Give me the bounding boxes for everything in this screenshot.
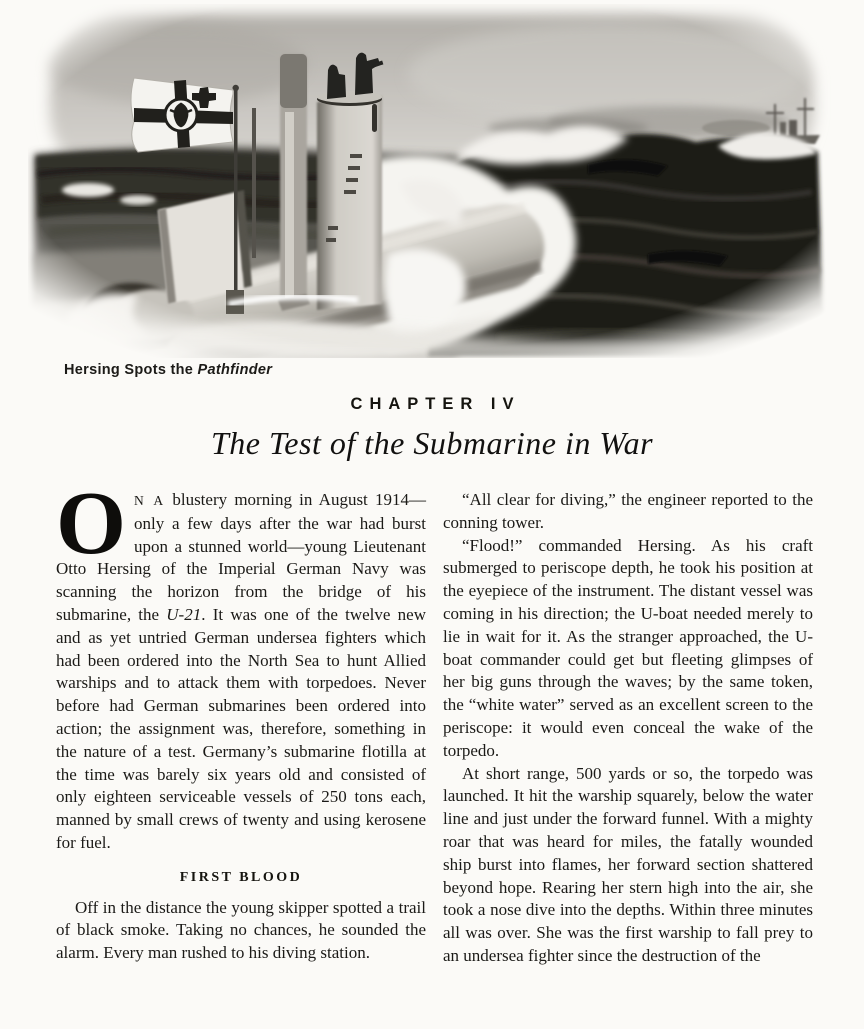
left-column	[56, 474, 426, 968]
chapter-title: The Test of the Submarine in War	[210, 425, 654, 461]
body-paragraph: “All clear for diving,” the engineer reported to the conning tower.	[443, 490, 813, 532]
submarine-illustration	[28, 4, 836, 358]
caption-ship-name: Pathfinder	[197, 362, 273, 378]
body-paragraph: “Flood!” commanded Hersing. As his craft submerged to periscope depth, he took his position at the eyepiece of the instrument. The distant vessel was coming in his direction; the U-boat needed merely to lie in wait for it. As the stranger approached, the U-boat commander could get but fleeting glimpses of her big guns through the waves; by the same token, the “white water” served as an excellent screen to the periscope: it would even conceal the wake of the torpedo.	[443, 535, 813, 760]
right-column	[443, 489, 813, 968]
chapter-label: CHAPTER IV	[350, 395, 521, 413]
vignette	[28, 4, 836, 358]
caption-text: Hersing Spots the	[64, 362, 198, 378]
paragraph-text: . It was one of the twelve new and as yet untried German undersea fighters which had been ordered into the North Sea to hunt Allied warships and to attack them with torpedoes. Never before had German submarines been ordered into action; the assignment was, therefore, something in the nature of a test. Germany’s submarine flotilla at the time was barely six years old and consisted of only eighteen serviceable vessels of 250 tons each, manned by small crews of twenty and using kerosene for fuel.	[56, 604, 426, 852]
submarine-name: U-21	[166, 604, 202, 624]
text-columns	[56, 474, 813, 968]
body-paragraph	[56, 474, 426, 855]
paragraph-text: blustery morning in August 1914—only a few days after the war had burst upon a stunned world—young Lieutenant Otto Hersing of the Imperial German Navy was scanning the horizon from the bridge of his submarine, the	[56, 490, 426, 624]
drop-cap: O	[56, 474, 127, 573]
illustration-caption	[64, 362, 272, 378]
opening-small-caps: N A	[134, 493, 166, 508]
submarine-at-sea-painting	[28, 4, 836, 358]
body-paragraph: At short range, 500 yards or so, the torpedo was launched. It hit the warship squarely, below the water line and just under the forward funnel. With a mighty roar that was heard for miles, the fatally wounded ship burst into flames, her forward section shattered beyond hope. Rearing her stern high into the air, she took a nose dive into the depths. Within three minutes all was over. She was the first warship to fall prey to an undersea fighter since the destruction of the	[443, 763, 813, 965]
section-heading: FIRST BLOOD	[179, 869, 303, 885]
body-paragraph: Off in the distance the young skipper spotted a trail of black smoke. Taking no chances, he sounded the alarm. Every man rushed to his diving station.	[56, 897, 426, 963]
